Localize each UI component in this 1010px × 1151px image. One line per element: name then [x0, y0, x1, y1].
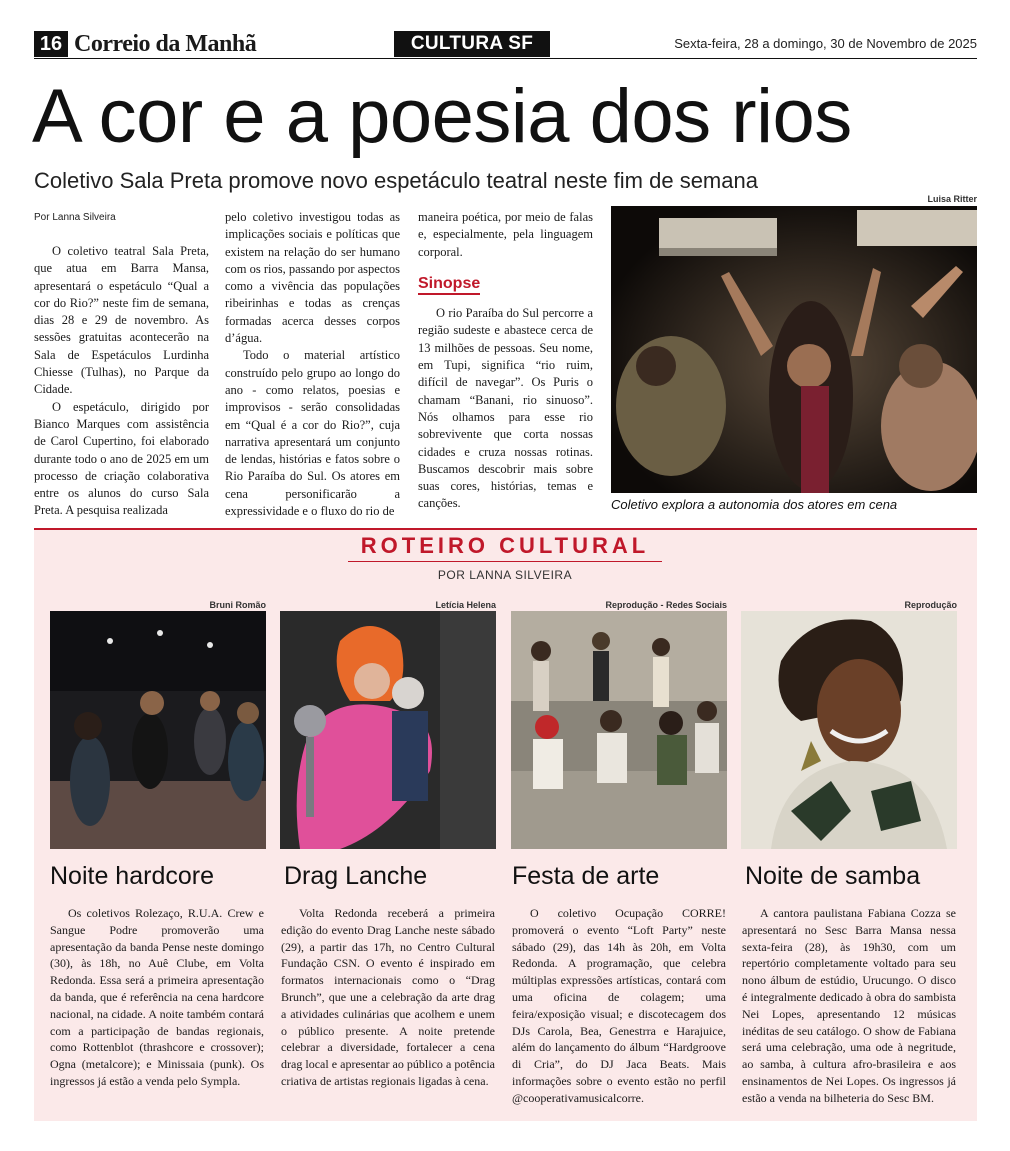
photo-credit: Letícia Helena — [435, 600, 496, 610]
paragraph: O rio Paraíba do Sul percorre a região sudeste e abastece cerca de 13 milhões de pessoas. Seu nome, em Tupi, significa “rio ruim, difícil de navegar”. Os Puris o chamam “Banani, rio sinuoso”. Nós olhamos para esse rio sobrevivente que corta nossas cidades e cruza nossas rotinas. Buscamos descobrir mais sobre suas cores, histórias, temas e canções. — [418, 306, 593, 511]
article-column-3 — [418, 209, 593, 513]
card-text — [742, 905, 956, 1107]
subheadline: Coletivo Sala Preta promove novo espetáculo teatral neste fim de semana — [34, 168, 758, 193]
performance-image — [611, 206, 977, 493]
photo-caption: Coletivo explora a autonomia dos atores em cena — [611, 497, 898, 512]
article-column-1 — [34, 243, 209, 520]
page-number: 16 — [34, 31, 68, 57]
sinopse-heading: Sinopse — [418, 275, 480, 295]
drag-lanche-photo — [280, 611, 496, 849]
headline: A cor e a poesia dos rios — [32, 74, 852, 159]
card-text — [50, 905, 264, 1090]
card-text — [281, 905, 495, 1090]
paragraph: O coletivo Ocupação CORRE! promoverá o evento “Loft Party” neste sábado (29), das 14h às 20h, em Volta Redonda. A programação, que celebra múltiplas expressões artísticas, contará com uma oficina de colagem; uma feira/exposição visual; e discotecagem dos DJs Carola, Bea, Genestrra e Harajuice, além do lançamento do álbum “Hardgroove di Cria”, do DJ Jaca Beats. Mais informações sobre o evento estão no perfil @cooperativamusicalcorre. — [512, 906, 726, 1105]
festa-de-arte-photo — [511, 611, 727, 849]
fabiana-cozza-photo — [741, 611, 957, 849]
roteiro-byline: POR LANNA SILVEIRA — [437, 568, 573, 582]
card-title: Festa de arte — [512, 862, 660, 890]
paragraph: O espetáculo, dirigido por Bianco Marques com assistência de Carol Cupertino, foi elaborado durante todo o ano de 2025 em um processo de criação colaborativa entre os alunos do curso Sala Preta. A pesquisa realizada — [34, 399, 209, 518]
roteiro-title-underline — [348, 561, 662, 562]
section-tag: CULTURA SF — [394, 31, 550, 57]
paragraph: Os coletivos Rolezaço, R.U.A. Crew e Sangue Podre promoverão uma apresentação da banda Pense neste domingo (30), às 18h, no Auê Clube, em Volta Redonda. Essa será a primeira apresentação da banda, que é referência na cena hardcore nacional, na cidade. A noite também contará com a participação de bandas regionais, como Rottenblot (thrashcore e crossover); Ogna (metalcore); e Minissaia (punk). Os ingressos já estão a venda pelo Sympla. — [50, 906, 264, 1088]
card-title: Noite de samba — [745, 862, 921, 890]
hardcore-show-photo — [50, 611, 266, 849]
photo-credit: Bruni Romão — [209, 600, 266, 610]
photo-credit: Luisa Ritter — [927, 194, 977, 204]
paragraph: maneira poética, por meio de falas e, especialmente, pela linguagem corporal. — [418, 210, 593, 259]
paragraph: O coletivo teatral Sala Preta, que atua em Barra Mansa, apresentará o espetáculo “Qual a cor do Rio?” neste fim de semana, dias 28 e 29 de novembro. As sessões gratuitas acontecerão na Sala de Espetáculos Lurdinha Chiesse (Tulhas), no Parque da Cidade. — [34, 244, 209, 397]
paragraph: Todo o material artístico construído pelo grupo ao longo do ano - como relatos, poesias e improvisos - serão consolidadas em “Qual é a cor do Rio?”, cuja narrativa apresentará um conjunto de lendas, histórias e fatos sobre o Rio Paraíba do Sul. Os atores em cena personificarão a expressividade e o fluxo do rio de — [225, 348, 400, 519]
byline: Por Lanna Silveira — [34, 212, 116, 223]
photo-credit: Reprodução — [904, 600, 957, 610]
paragraph: A cantora paulistana Fabiana Cozza se apresentará no Sesc Barra Mansa nessa sexta-feira (28), às 19h30, com um repertório completamente voltado para seu nono álbum de estúdio, Urucungo. O disco é integralmente dedicado à obra do sambista Nei Lopes, apresentando 12 músicas inéditas de seu catálogo. O show de Fabiana será uma celebração, uma ode à negritude, ao samba, à cultura afro-brasileira e aos ensinamentos de Nei Lopes. Os ingressos já estão a venda na bilheteria do Sesc BM. — [742, 906, 956, 1105]
newspaper-name: Correio da Manhã — [74, 31, 257, 57]
paragraph: pelo coletivo investigou todas as implicações sociais e políticas que existem na relação do ser humano com os rios, passando por aspectos como a vivência das populações ribeirinhas e todas as crenças formadas acerca desses corpos d’água. — [225, 210, 400, 346]
photo-credit: Reprodução - Redes Sociais — [605, 600, 727, 610]
header-divider — [34, 58, 977, 59]
roteiro-title: ROTEIRO CULTURAL — [360, 533, 650, 558]
issue-date: Sexta-feira, 28 a domingo, 30 de Novembro de 2025 — [674, 36, 977, 51]
card-title: Drag Lanche — [284, 862, 428, 890]
article-column-2 — [225, 209, 400, 520]
card-text — [512, 905, 726, 1107]
card-title: Noite hardcore — [50, 862, 214, 890]
theater-performance-photo — [611, 206, 977, 493]
paragraph: Volta Redonda receberá a primeira edição do evento Drag Lanche neste sábado (29), a partir das 17h, no Centro Cultural Fundação CSN. O evento é inspirado em formatos internacionais como o “Drag Brunch”, que une a celebração da arte drag a atividades culinárias que acolhem e unem o público presente. A noite pretende celebrar a diversidade, fortalecer a cena drag local e apresentar ao público a potência criativa de artistas regionais ligadas à cena. — [281, 906, 495, 1088]
